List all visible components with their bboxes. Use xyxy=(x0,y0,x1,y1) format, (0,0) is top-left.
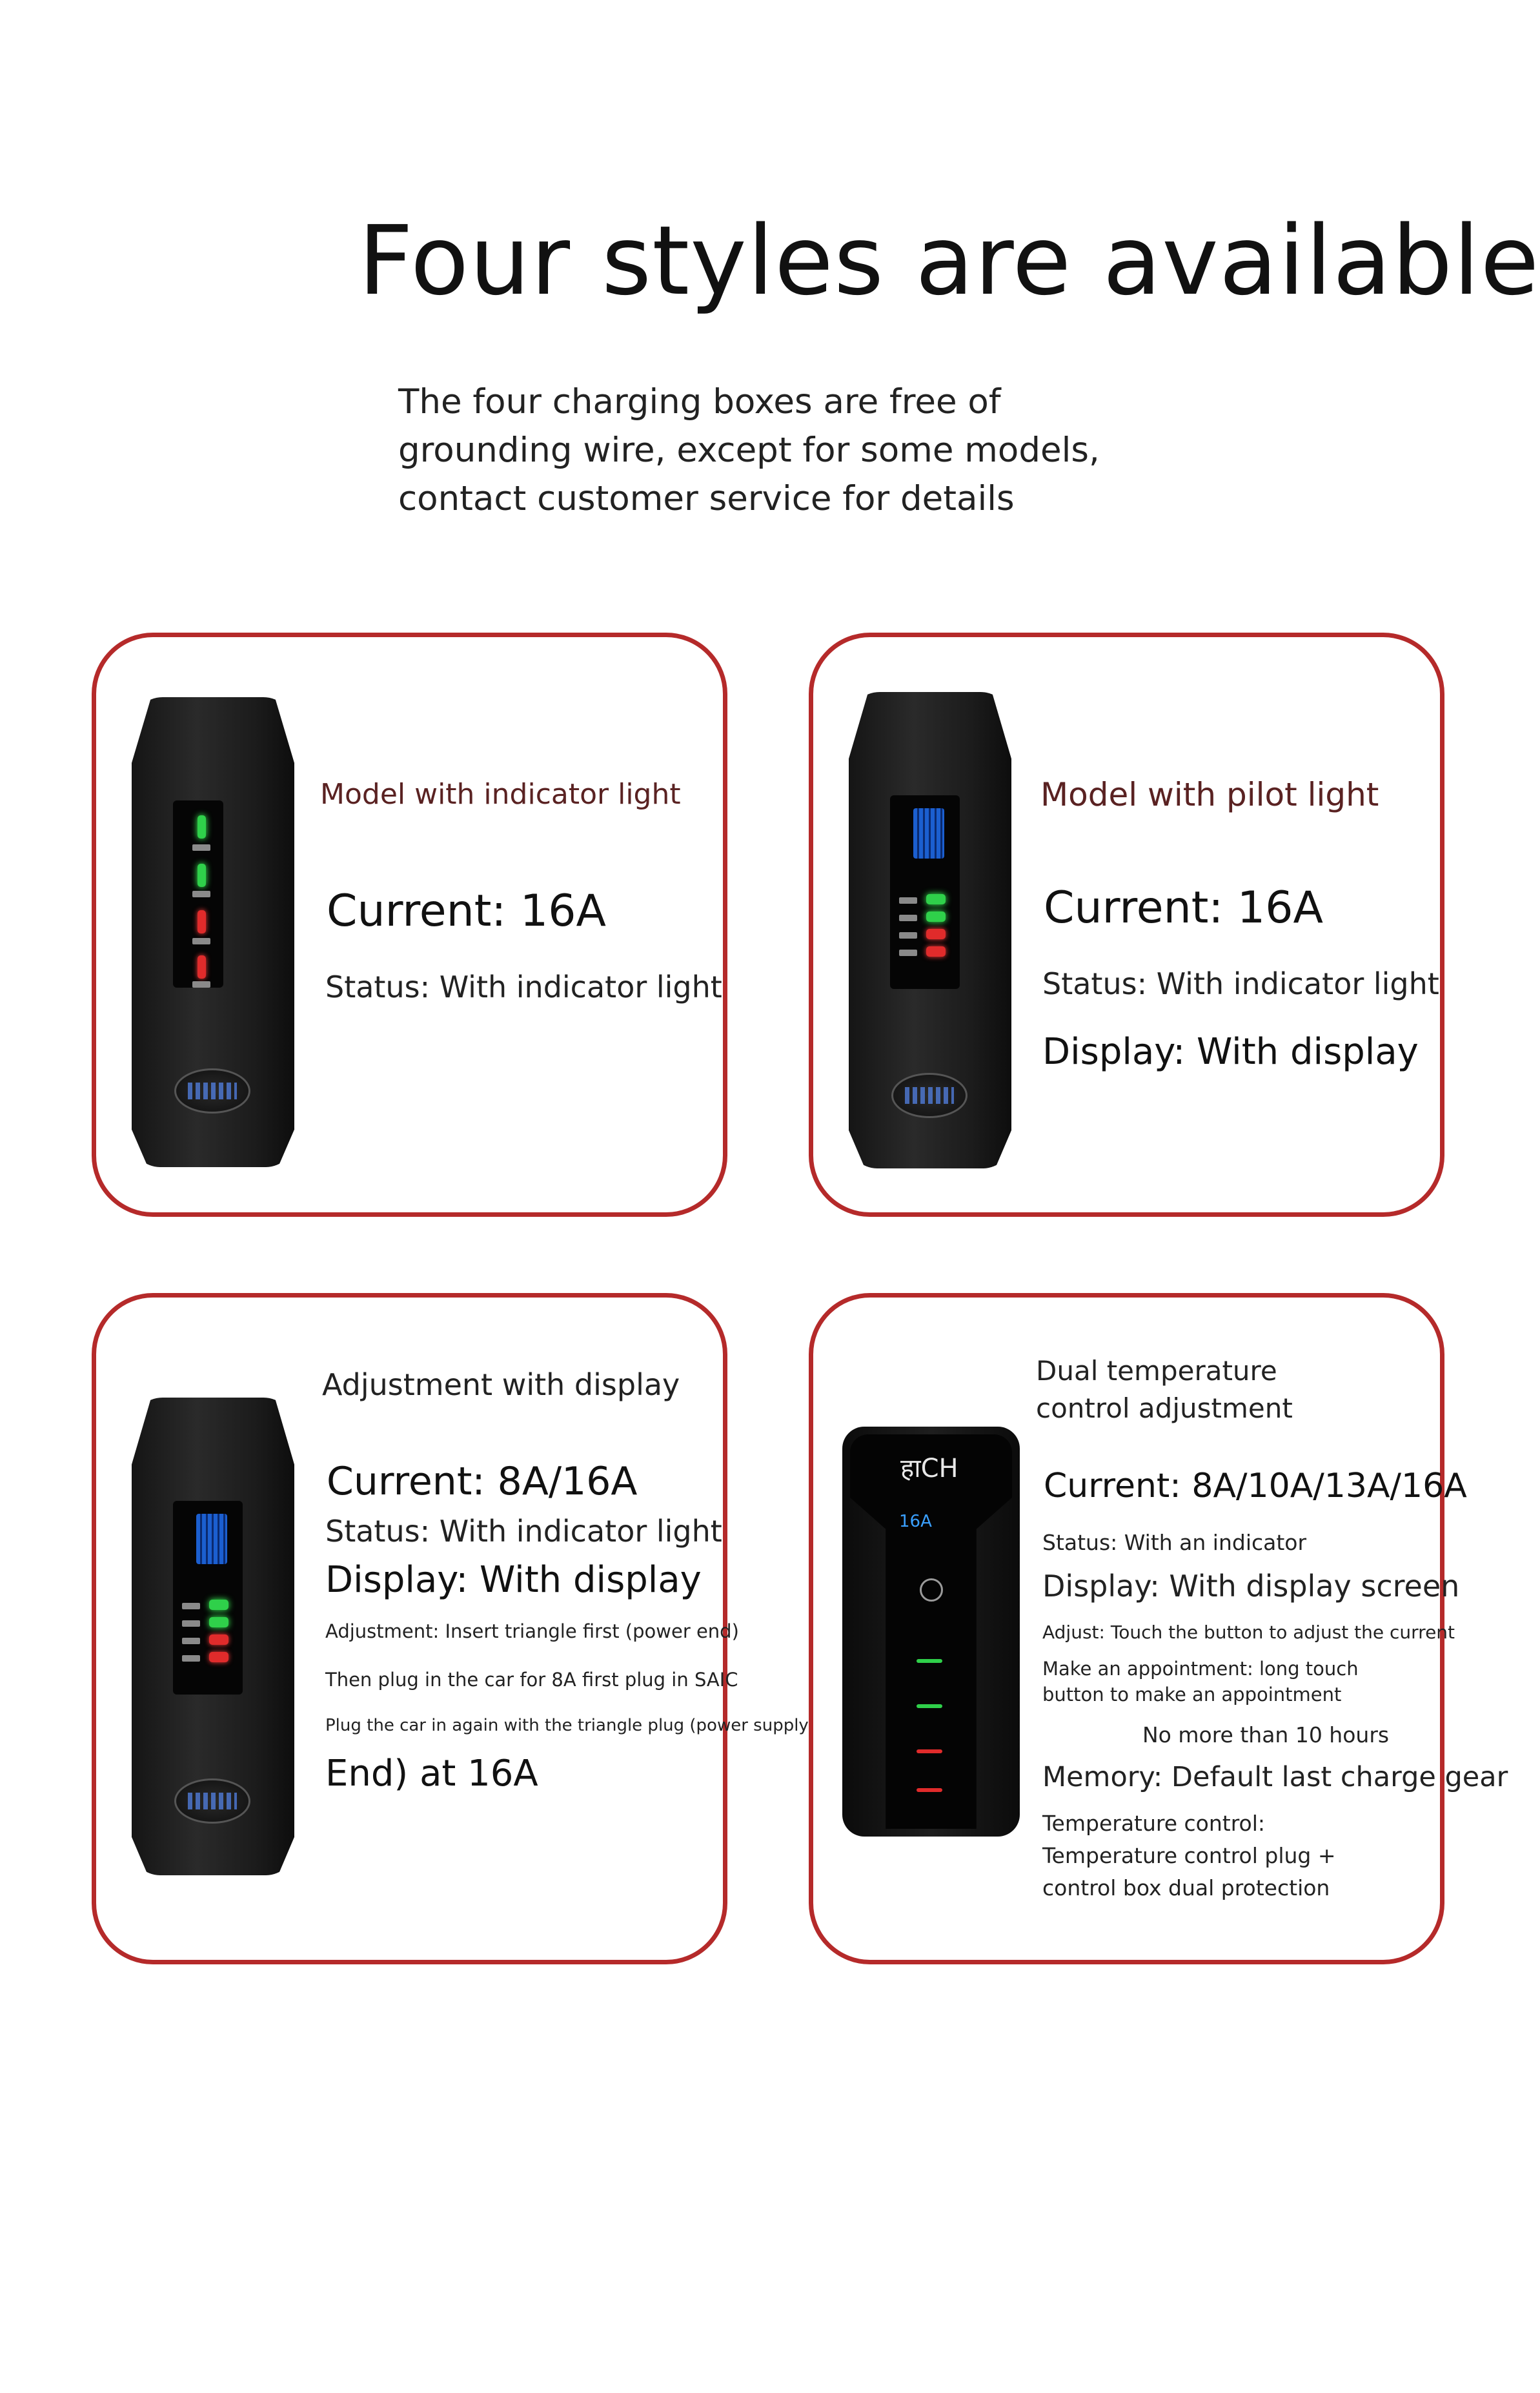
current-spec: Current: 8A/16A xyxy=(327,1459,638,1504)
led-fault-icon xyxy=(209,1652,228,1662)
led-label-icon xyxy=(182,1603,200,1609)
led-fault-icon xyxy=(198,910,206,933)
charger-box-image xyxy=(132,1398,294,1875)
led-power-icon xyxy=(209,1600,228,1610)
led-label-icon xyxy=(899,915,917,921)
display-spec: Display: With display xyxy=(325,1559,702,1601)
card-pilot-light xyxy=(809,633,1444,1217)
status-spec: Status: With indicator light xyxy=(1042,966,1439,1001)
display-screen-icon xyxy=(196,1514,227,1564)
page-subtitle: The four charging boxes are free of grounding wire, except for some models, contact customer service for details xyxy=(398,382,1100,518)
card-dual-temperature xyxy=(809,1293,1508,1964)
temperature-spec: Temperature control: Temperature control plug + control box dual protection xyxy=(1042,1811,1336,1900)
current-spec: Current: 8A/10A/13A/16A xyxy=(1044,1467,1467,1505)
led-label-icon xyxy=(899,897,917,904)
memory-spec: Memory: Default last charge gear xyxy=(1042,1761,1508,1793)
brand-logo-icon xyxy=(891,1073,968,1118)
card-heading: Adjustment with display xyxy=(322,1367,680,1402)
card-heading: Dual temperature control adjustment xyxy=(1036,1355,1293,1424)
led-charging-icon xyxy=(209,1617,228,1627)
led-bar-green-icon xyxy=(917,1659,942,1663)
adjustment-line-1: Adjustment: Insert triangle first (power end) xyxy=(325,1620,739,1642)
charger-box-image xyxy=(132,697,294,1167)
led-label-icon xyxy=(192,891,210,897)
charger-box-image xyxy=(842,1427,1020,1837)
display-spec: Display: With display screen xyxy=(1042,1569,1460,1604)
display-screen-icon xyxy=(913,808,944,859)
led-fault-icon xyxy=(209,1634,228,1645)
status-spec: Status: With an indicator xyxy=(1042,1530,1307,1555)
card-indicator-light xyxy=(92,633,727,1217)
status-spec: Status: With indicator light xyxy=(325,1514,722,1549)
led-power-icon xyxy=(926,894,946,904)
charger-box-image xyxy=(849,692,1011,1168)
led-fault-icon xyxy=(926,929,946,939)
adjustment-line-3: Plug the car in again with the triangle plug (power supply xyxy=(325,1716,809,1735)
led-label-icon xyxy=(899,932,917,939)
appointment-spec: Make an appointment: long touch button to make an appointment xyxy=(1042,1658,1359,1706)
led-label-icon xyxy=(182,1620,200,1627)
touch-button-icon xyxy=(920,1578,943,1602)
status-spec: Status: With indicator light xyxy=(325,970,722,1004)
brand-logo-icon xyxy=(174,1068,250,1114)
device-brand-logo: हाCH xyxy=(900,1454,958,1483)
device-current-readout: 16A xyxy=(899,1512,932,1531)
led-label-icon xyxy=(192,844,210,851)
adjust-spec: Adjust: Touch the button to adjust the current xyxy=(1042,1622,1455,1643)
card-adjustment-display xyxy=(92,1293,809,1964)
led-fault-icon xyxy=(198,955,206,979)
led-label-icon xyxy=(192,981,210,988)
led-bar-green-icon xyxy=(917,1704,942,1708)
adjustment-line-4: End) at 16A xyxy=(325,1753,538,1795)
brand-logo-icon xyxy=(174,1778,250,1824)
led-label-icon xyxy=(182,1655,200,1662)
device-front-panel xyxy=(850,1434,1012,1829)
page-title: Four styles are available xyxy=(358,205,1540,316)
led-label-icon xyxy=(182,1638,200,1644)
card-heading: Model with indicator light xyxy=(320,778,681,811)
adjustment-line-2: Then plug in the car for 8A first plug in SAIC xyxy=(325,1669,738,1691)
display-spec: Display: With display xyxy=(1042,1031,1419,1073)
led-power-icon xyxy=(198,815,206,839)
led-label-icon xyxy=(192,938,210,944)
led-charging-icon xyxy=(198,864,206,887)
appointment-limit: No more than 10 hours xyxy=(1142,1722,1390,1747)
title-wrap xyxy=(358,205,1540,321)
led-fault-icon xyxy=(926,946,946,957)
led-label-icon xyxy=(899,950,917,956)
led-bar-red-icon xyxy=(917,1788,942,1792)
card-heading: Model with pilot light xyxy=(1040,776,1379,813)
current-spec: Current: 16A xyxy=(327,886,606,937)
current-spec: Current: 16A xyxy=(1044,882,1323,933)
led-bar-red-icon xyxy=(917,1749,942,1753)
led-charging-icon xyxy=(926,911,946,922)
